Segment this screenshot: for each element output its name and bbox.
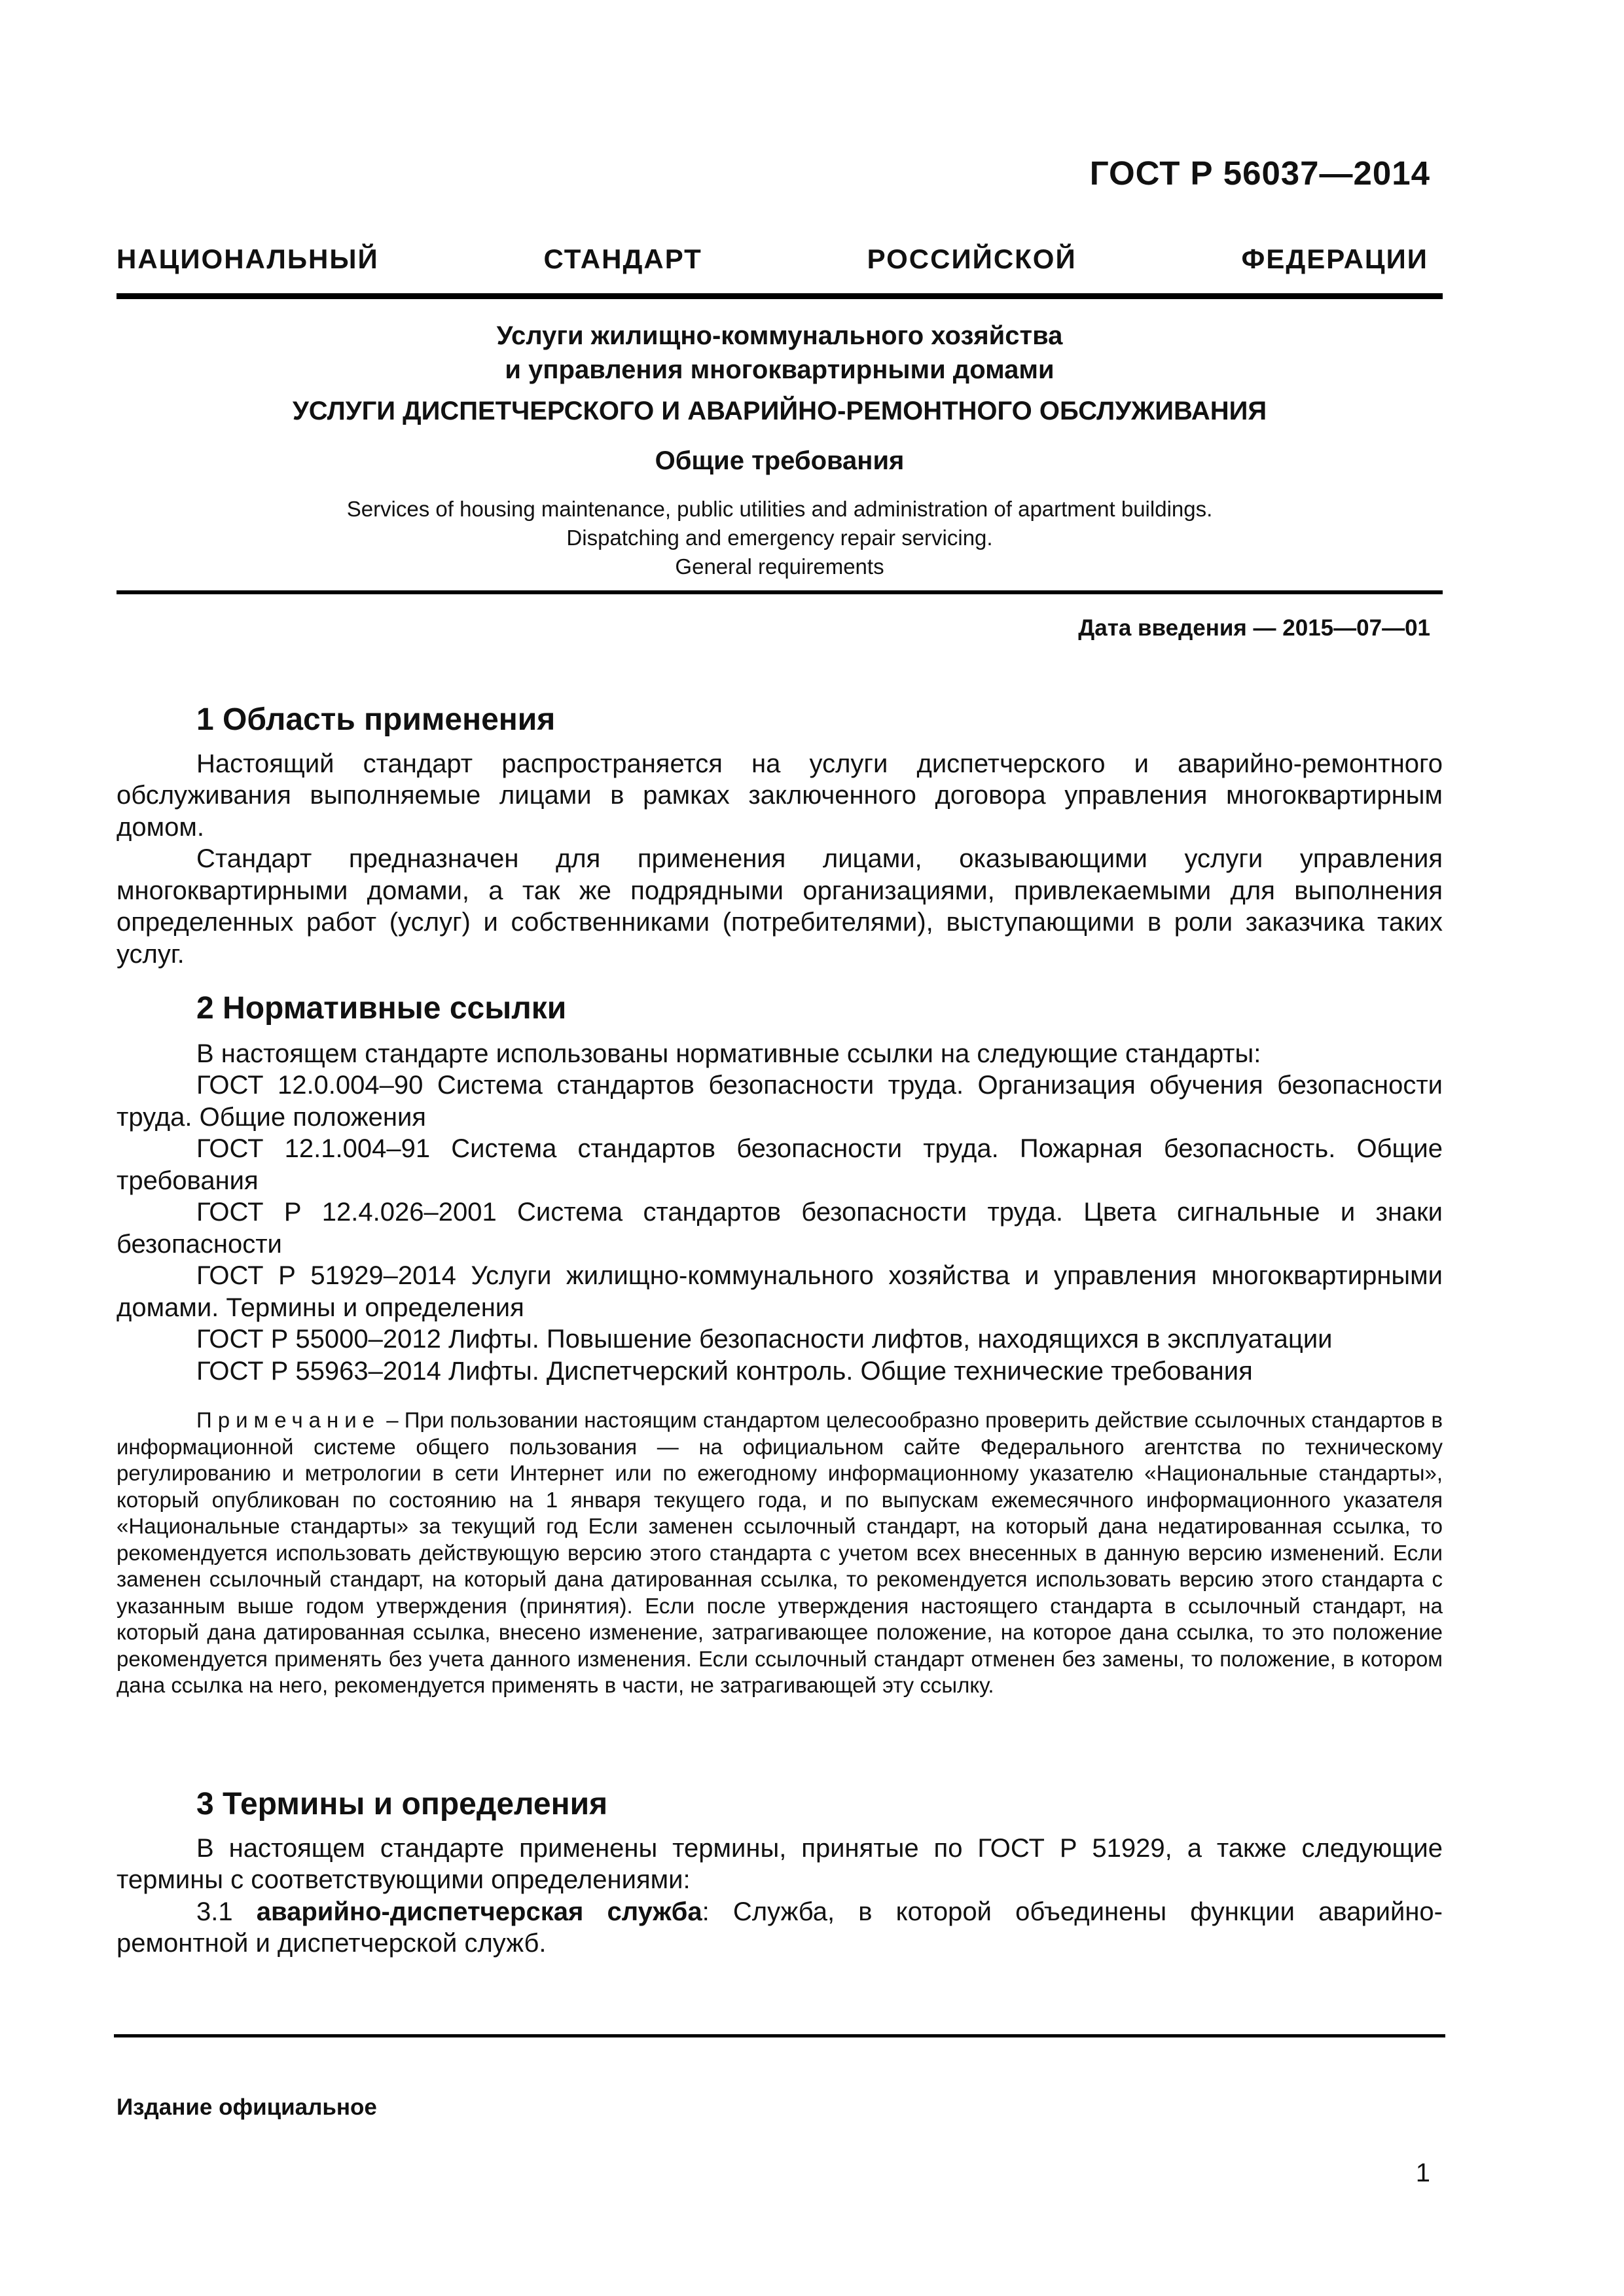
english-title-line-1: Services of housing maintenance, public utilities and administration of apartment buildings. <box>346 497 1213 521</box>
section-heading: 3 Термины и определения <box>196 1787 608 1821</box>
term-name: аварийно-диспетчерская служба <box>256 1897 702 1926</box>
paragraph: В настоящем стандарте использованы нормативные ссылки на следующие стандарты: <box>196 1039 1261 1068</box>
subtitle: Общие требования <box>655 446 905 475</box>
paragraph: Стандарт предназначен для применения лицами, оказывающими услуги управления многоквартирными домами, а так же подрядными организациями, привлекаемыми для выполнения определенных работ (услуг) и собственниками (потребителями), выступающими в роли заказчика таких услуг. <box>117 844 1443 969</box>
title-line-1: Услуги жилищно-коммунального хозяйства <box>496 321 1063 350</box>
section-terms <box>117 1789 1443 1960</box>
reference-item: ГОСТ 12.1.004–91 Система стандартов безопасности труда. Пожарная безопасность. Общие требования <box>117 1134 1443 1195</box>
term-text: : Служба, в которой объединены функции аварийно-ремонтной и диспетчерской служб. <box>117 1897 1443 1958</box>
title-block <box>117 319 1443 387</box>
section-scope <box>117 704 1443 970</box>
introduction-date: Дата введения — 2015—07—01 <box>1078 615 1430 641</box>
title-divider <box>117 590 1443 594</box>
top-divider <box>117 293 1443 299</box>
section-heading: 2 Нормативные ссылки <box>196 991 567 1026</box>
term-number: 3.1 <box>196 1897 233 1926</box>
paragraph: В настоящем стандарте применены термины, принятые по ГОСТ Р 51929, а также следующие термины с соответствующими определениями: <box>117 1833 1443 1894</box>
reference-item: ГОСТ Р 55000–2012 Лифты. Повышение безопасности лифтов, находящихся в эксплуатации <box>196 1325 1333 1354</box>
page-number: 1 <box>1415 2159 1430 2187</box>
document-number: ГОСТ Р 56037—2014 <box>1089 154 1430 192</box>
note-label: Примечание <box>196 1408 381 1432</box>
paragraph: Настоящий стандарт распространяется на услуги диспетчерского и аварийно-ремонтного обслуживания выполняемые лицами в рамках заключенного договора управления многоквартирным домом. <box>117 749 1443 842</box>
title-line-2: и управления многоквартирными домами <box>505 355 1055 384</box>
footer-divider <box>114 2034 1445 2037</box>
english-title-line-3: General requirements <box>675 554 884 579</box>
official-edition-label: Издание официальное <box>117 2094 377 2120</box>
national-standard-banner: НАЦИОНАЛЬНЫЙ СТАНДАРТ РОССИЙСКОЙ ФЕДЕРАЦИИ <box>117 243 1428 274</box>
reference-item: ГОСТ 12.0.004–90 Система стандартов безопасности труда. Организация обучения безопасности труда. Общие положения <box>117 1071 1443 1132</box>
reference-item: ГОСТ Р 51929–2014 Услуги жилищно-коммунального хозяйства и управления многоквартирными домами. Термины и определения <box>117 1261 1443 1322</box>
english-title-line-2: Dispatching and emergency repair servicing. <box>566 526 993 550</box>
note-paragraph <box>117 1407 1443 1699</box>
section-normative-references <box>117 993 1443 1387</box>
main-title: УСЛУГИ ДИСПЕТЧЕРСКОГО И АВАРИЙНО-РЕМОНТНОГО ОБСЛУЖИВАНИЯ <box>292 397 1267 425</box>
english-title <box>117 495 1443 581</box>
reference-item: ГОСТ Р 55963–2014 Лифты. Диспетчерский контроль. Общие технические требования <box>196 1356 1253 1386</box>
term-definition <box>117 1896 1443 1960</box>
note-text: – При пользовании настоящим стандартом целесообразно проверить действие ссылочных стандартов в информационной системе общего пользования — на официальном сайте Федерального агентства по техническому регулированию и метрологии в сети Интернет или по ежегодному информационному указателю «Национальные стандарты», который опубликован по состоянию на 1 января текущего года, и по выпускам ежемесячного информационного указателя «Национальные стандарты» за текущий год Если заменен ссылочный стандарт, на который дана недатированная ссылка, то рекомендуется использовать действующую версию этого стандарта с учетом всех внесенных в данную версию изменений. Если заменен ссылочный стандарт, на который дана датированная ссылка, то рекомендуется использовать версию этого стандарта с указанным выше годом утверждения (принятия). Если после утверждения настоящего стандарта в ссылочный стандарт, на который дана датированная ссылка, внесено изменение, затрагивающее положение, на которое дана ссылка, то это положение рекомендуется применять без учета данного изменения. Если ссылочный стандарт отменен без замены, то положение, в котором дана ссылка на него, рекомендуется применять в части, не затрагивающей эту ссылку. <box>117 1408 1443 1697</box>
reference-item: ГОСТ Р 12.4.026–2001 Система стандартов безопасности труда. Цвета сигнальные и знаки безопасности <box>117 1198 1443 1259</box>
section-heading: 1 Область применения <box>196 702 556 737</box>
